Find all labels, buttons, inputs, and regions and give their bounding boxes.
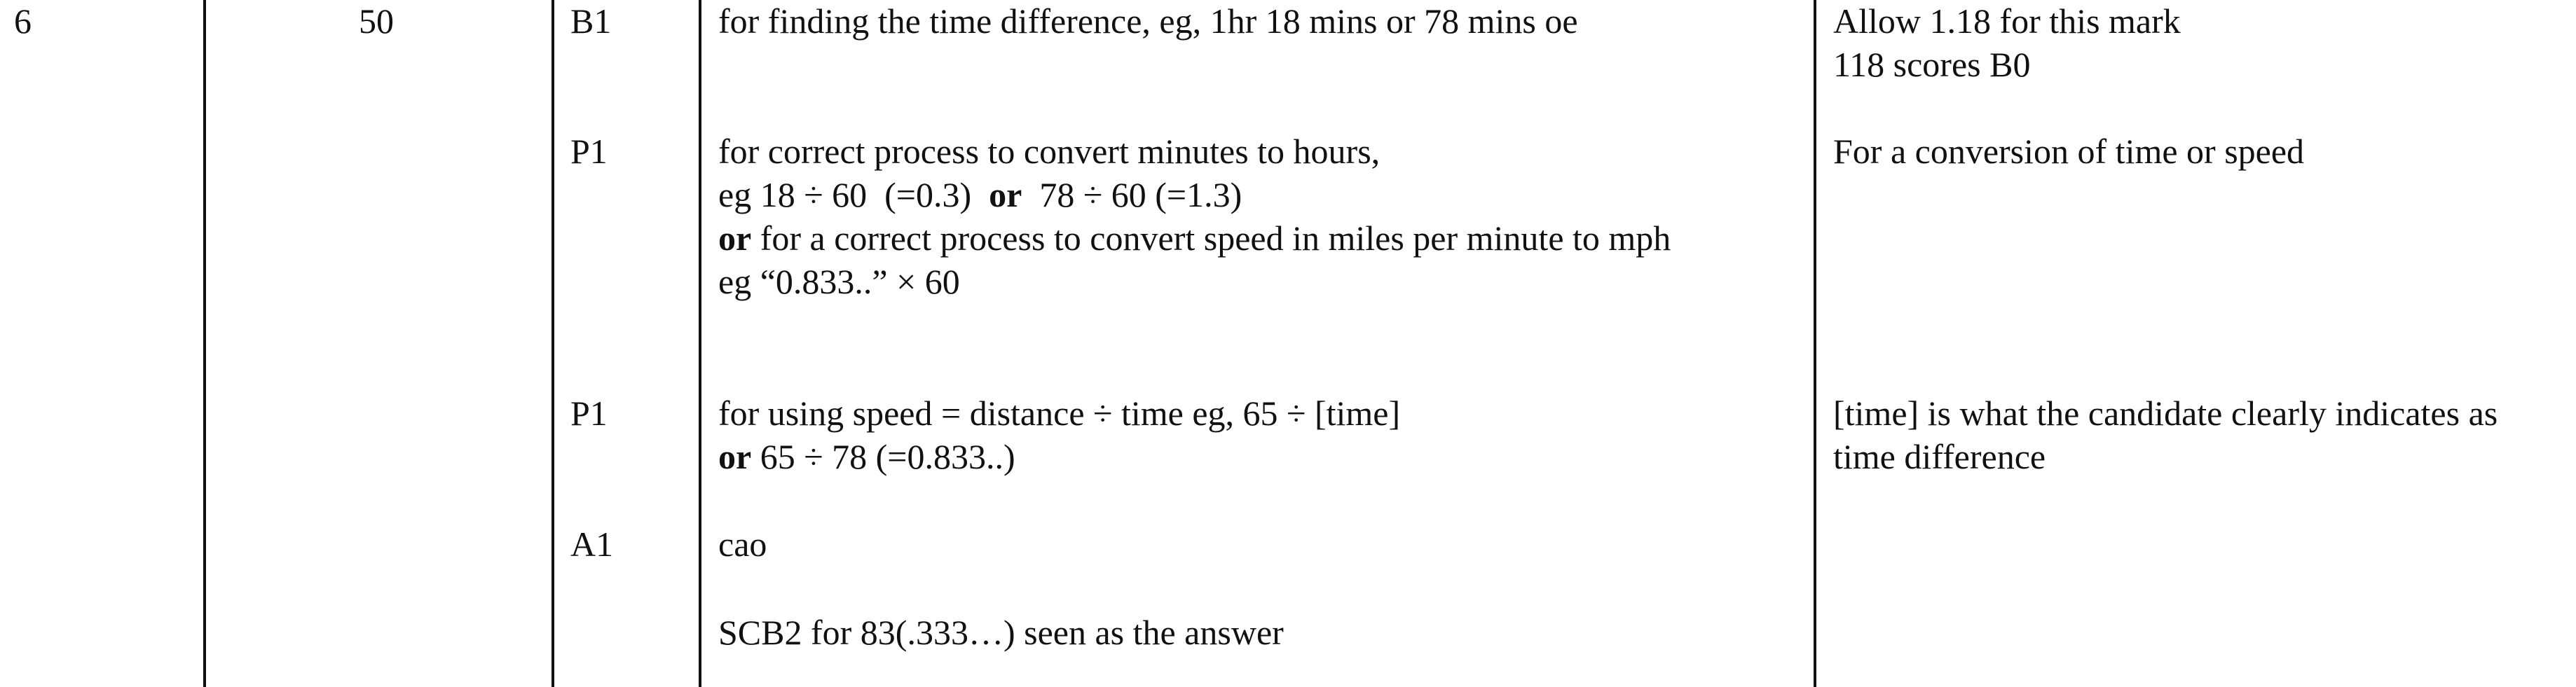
column-divider [551, 0, 554, 687]
mark-description [718, 217, 1671, 260]
mark-description: cao [718, 525, 767, 564]
column-divider [203, 0, 206, 687]
mark-description [718, 174, 1242, 216]
column-divider [699, 0, 701, 687]
mark-description [718, 436, 1015, 478]
mark-description: for correct process to convert minutes to hours, [718, 132, 1381, 171]
mark-description: for using speed = distance ÷ time eg, 65 ÷ [time] [718, 394, 1401, 433]
mark-note: time difference [1833, 437, 2046, 476]
question-number: 6 [14, 1, 32, 41]
description-part: eg 18 ÷ 60 (=0.3) [718, 175, 989, 214]
mark-code-a1: A1 [570, 525, 614, 564]
answer-value: 50 [359, 1, 394, 41]
mark-description: eg “0.833..” × 60 [718, 262, 960, 301]
mark-code-p1: P1 [570, 394, 608, 433]
or-keyword: or [718, 437, 752, 476]
description-part: 65 ÷ 78 (=0.833..) [751, 437, 1015, 476]
mark-note: For a conversion of time or speed [1833, 132, 2305, 171]
description-part: 78 ÷ 60 (=1.3) [1022, 175, 1242, 214]
mark-note: [time] is what the candidate clearly indicates as [1833, 394, 2498, 433]
mark-code-b1: B1 [570, 1, 612, 41]
column-divider [1814, 0, 1816, 687]
or-keyword: or [989, 175, 1022, 214]
mark-description: for finding the time difference, eg, 1hr 18 mins or 78 mins oe [718, 1, 1578, 41]
mark-code-p1: P1 [570, 132, 608, 171]
special-case-note: SCB2 for 83(.333…) seen as the answer [718, 613, 1284, 652]
description-part: for a correct process to convert speed in miles per minute to mph [751, 218, 1671, 258]
mark-note: 118 scores B0 [1833, 45, 2031, 84]
or-keyword: or [718, 218, 752, 258]
mark-note: Allow 1.18 for this mark [1833, 1, 2181, 41]
